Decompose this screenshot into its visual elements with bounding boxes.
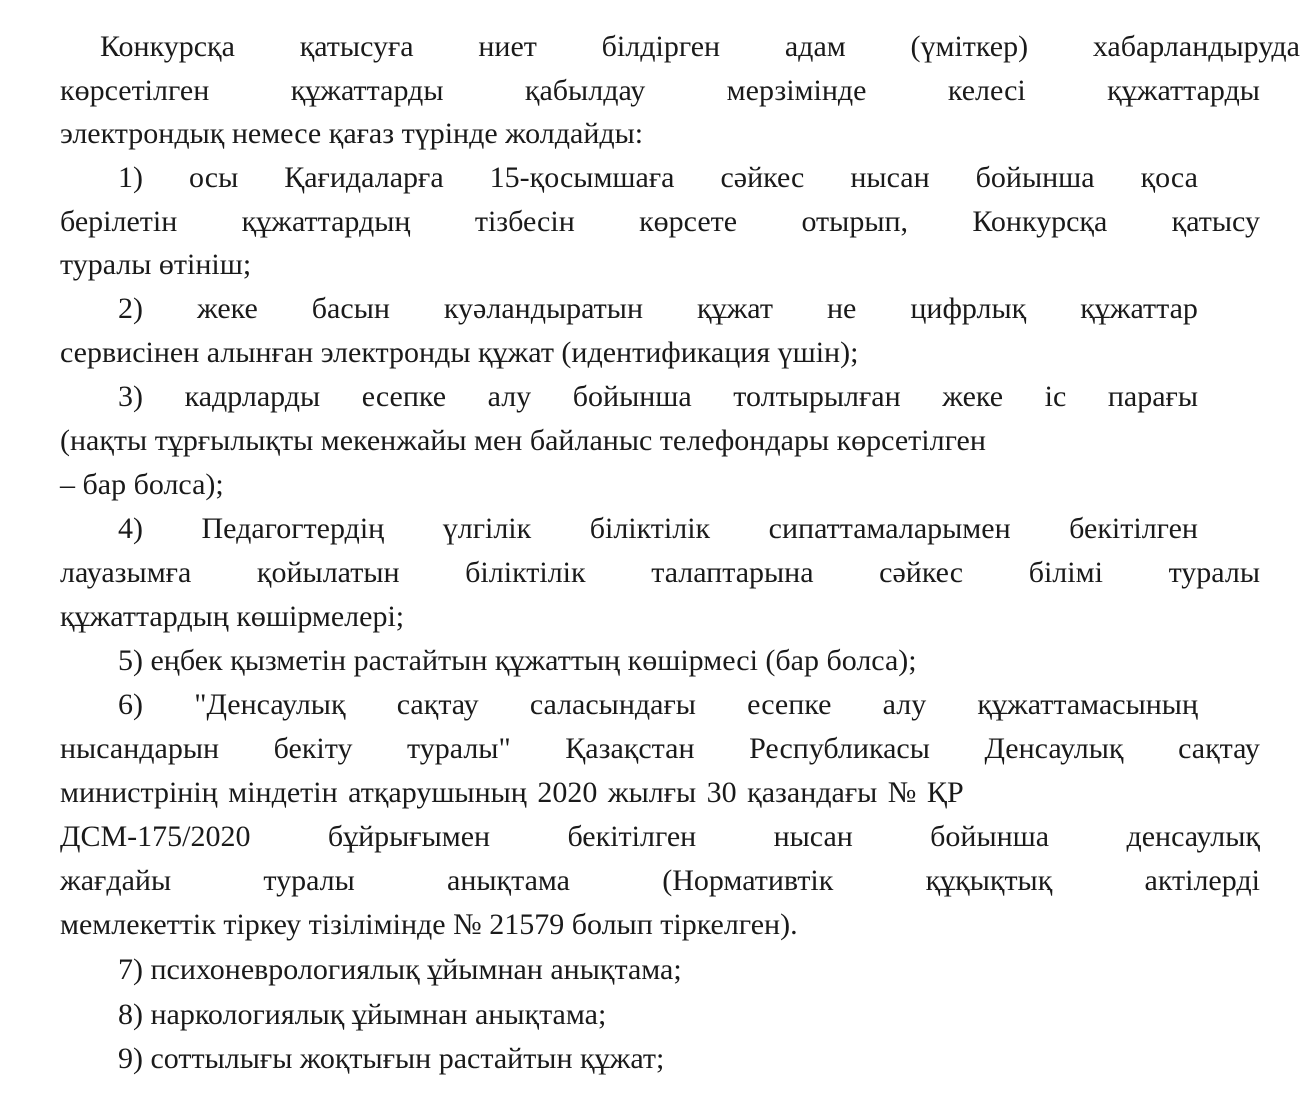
word: куәландыратын: [443, 292, 643, 325]
word: бекітілген: [567, 820, 697, 853]
word: (үміткер): [910, 30, 1029, 63]
word: 2): [118, 292, 143, 325]
word: кадрларды: [184, 380, 321, 413]
text-line: – бар болса);: [60, 468, 224, 501]
word: Республикасы: [749, 732, 930, 765]
word: лауазымға: [60, 556, 192, 589]
word: біліктілік: [465, 556, 586, 589]
word: есепке: [747, 688, 832, 721]
word: қатысуға: [299, 30, 414, 63]
word: құжаттар: [1080, 292, 1198, 325]
word: анықтама: [447, 864, 570, 897]
word: хабарландыруда: [1092, 30, 1300, 63]
list-item: [118, 158, 1198, 198]
word: үлгілік: [442, 512, 532, 545]
word: "Денсаулық: [194, 688, 346, 721]
word: тізбесін: [474, 205, 575, 238]
word: Денсаулық: [984, 732, 1124, 765]
word: білімі: [1028, 556, 1103, 589]
list-item: [118, 685, 1198, 725]
word: сәйкес: [720, 161, 805, 194]
word: туралы: [1168, 556, 1260, 589]
word: көрсетілген: [60, 74, 210, 107]
word: құжаттарды: [290, 74, 444, 107]
word: бойынша: [572, 380, 692, 413]
text-line: [60, 861, 1260, 901]
word: мерзімінде: [726, 74, 867, 107]
word: білдірген: [601, 30, 721, 63]
word: нысан: [773, 820, 853, 853]
word: құқықтық: [925, 864, 1053, 897]
word: жағдайы: [60, 864, 172, 897]
word: 15-қосымшаға: [489, 161, 675, 194]
word: денсаулық: [1126, 820, 1260, 853]
text-line: сервисінен алынған электронды құжат (идентификация үшін);: [60, 336, 859, 369]
word: бойынша: [930, 820, 1050, 853]
text-line: министрінің міндетін атқарушының 2020 жылғы 30 қазандағы № ҚР: [60, 776, 964, 809]
list-item: 8) наркологиялық ұйымнан анықтама;: [118, 998, 607, 1031]
word: келесі: [947, 74, 1026, 107]
word: құжаттамасының: [977, 688, 1198, 721]
word: актілерді: [1144, 864, 1260, 897]
word: цифрлық: [910, 292, 1027, 325]
word: алу: [487, 380, 532, 413]
word: Педагогтердің: [201, 512, 385, 545]
word: берілетін: [60, 205, 178, 238]
word: құжат: [697, 292, 773, 325]
word: құжаттардың: [241, 205, 411, 238]
word: қабылдау: [524, 74, 646, 107]
word: қоса: [1140, 161, 1198, 194]
text-line: [60, 729, 1260, 769]
word: Қағидаларға: [284, 161, 444, 194]
text-line: электрондық немесе қағаз түрінде жолдайды:: [60, 117, 644, 150]
word: осы: [189, 161, 239, 194]
word: талаптарына: [651, 556, 814, 589]
text-line: [100, 27, 1300, 67]
word: сипаттамаларымен: [768, 512, 1011, 545]
word: алу: [882, 688, 927, 721]
word: нысан: [850, 161, 930, 194]
list-item: [118, 289, 1198, 329]
list-item: 9) соттылығы жоқтығын растайтын құжат;: [118, 1042, 665, 1075]
word: 1): [118, 161, 143, 194]
word: іс: [1044, 380, 1067, 413]
word: Конкурсқа: [972, 205, 1108, 238]
word: 3): [118, 380, 143, 413]
word: көрсете: [639, 205, 738, 238]
word: не: [826, 292, 857, 325]
word: қатысу: [1171, 205, 1260, 238]
word: (Нормативтік: [662, 864, 834, 897]
text-line: [60, 553, 1260, 593]
text-line: (нақты тұрғылықты мекенжайы мен байланыс телефондары көрсетілген: [60, 424, 986, 457]
word: сәйкес: [879, 556, 964, 589]
word: отырып,: [801, 205, 909, 238]
word: бекіту: [273, 732, 353, 765]
word: сақтау: [396, 688, 479, 721]
word: туралы: [263, 864, 355, 897]
word: есепке: [361, 380, 447, 413]
text-line: мемлекеттік тіркеу тізілімінде № 21579 болып тіркелген).: [60, 908, 798, 941]
word: жеке: [197, 292, 258, 325]
word: саласындағы: [529, 688, 696, 721]
word: ДСМ-175/2020: [60, 820, 251, 853]
word: парағы: [1107, 380, 1198, 413]
list-item: 5) еңбек қызметін растайтын құжаттың көшірмесі (бар болса);: [118, 644, 917, 677]
word: толтырылған: [733, 380, 901, 413]
word: Қазақстан: [565, 732, 695, 765]
word: адам: [784, 30, 846, 63]
word: біліктілік: [589, 512, 711, 545]
text-line: [60, 71, 1260, 111]
word: қойылатын: [256, 556, 400, 589]
word: Конкурсқа: [100, 30, 235, 63]
text-line: [60, 202, 1260, 242]
word: бойынша: [975, 161, 1095, 194]
word: құжаттарды: [1107, 74, 1260, 107]
word: ниет: [478, 30, 537, 63]
word: бұйрығымен: [327, 820, 491, 853]
list-item: 7) психоневрологиялық ұйымнан анықтама;: [118, 953, 682, 986]
list-item: [118, 509, 1198, 549]
text-line: құжаттардың көшірмелері;: [60, 600, 405, 633]
text-line: туралы өтініш;: [60, 248, 252, 281]
word: 4): [118, 512, 143, 545]
word: басын: [311, 292, 390, 325]
word: жеке: [942, 380, 1004, 413]
word: нысандарын: [60, 732, 220, 765]
text-line: [60, 817, 1260, 857]
word: бекітілген: [1069, 512, 1198, 545]
word: туралы": [407, 732, 511, 765]
word: сақтау: [1178, 732, 1260, 765]
word: 6): [118, 688, 143, 721]
list-item: [118, 377, 1198, 417]
